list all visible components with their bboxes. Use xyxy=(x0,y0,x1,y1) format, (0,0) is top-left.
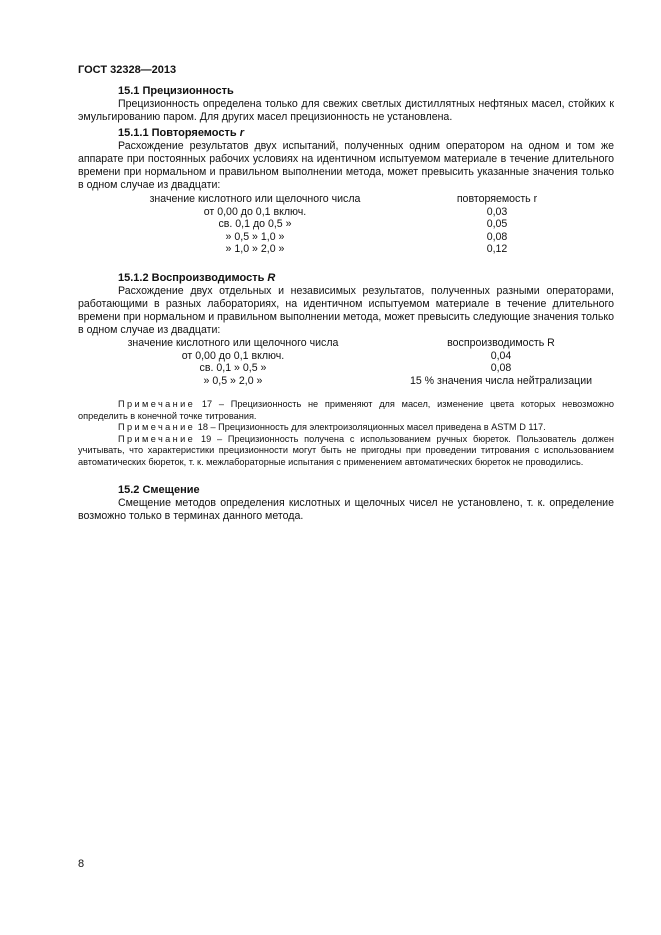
note-text: 17 – Прецизионность не применяют для масел, изменение цвета которых невозможно определить в конечной точке титрования. xyxy=(78,399,614,421)
table-row xyxy=(78,218,562,231)
reproducibility-value-cell: 0,08 xyxy=(490,362,512,375)
section-15-1-1-title xyxy=(78,126,614,140)
table-row xyxy=(78,243,562,256)
note-18 xyxy=(78,422,614,434)
section-15-1-title: 15.1 Прецизионность xyxy=(118,85,234,97)
repeatability-col2-header: повторяемость r xyxy=(456,193,538,205)
repeatability-value-cell: 0,03 xyxy=(486,205,508,218)
section-15-1-text: Прецизионность определена только для свежих светлых дистиллятных нефтяных масел, стойких к эмульгированию паром. Для других масел прецизионность не установлена. xyxy=(78,98,614,123)
note-label: Примечание xyxy=(118,399,196,410)
note-label: Примечание xyxy=(118,422,196,433)
note-17 xyxy=(78,399,614,422)
reproducibility-table xyxy=(78,337,614,387)
table-row xyxy=(78,375,614,388)
document-standard-number: ГОСТ 32328—2013 xyxy=(78,64,177,76)
reproducibility-value-cell: 0,04 xyxy=(490,349,512,362)
reproducibility-table-header xyxy=(78,337,614,350)
table-row xyxy=(78,362,614,375)
reproducibility-range-cell: » 0,5 » 2,0 » xyxy=(203,374,263,387)
repeatability-symbol: r xyxy=(239,127,244,139)
repeatability-value-cell: 0,12 xyxy=(486,243,508,256)
table-row xyxy=(78,231,562,244)
document-body xyxy=(78,84,614,523)
repeatability-range-cell: » 0,5 » 1,0 » xyxy=(225,230,285,243)
table-row xyxy=(78,206,562,219)
reproducibility-value-cell: 15 % значения числа нейтрализации xyxy=(409,374,593,387)
reproducibility-range-cell: св. 0,1 » 0,5 » xyxy=(199,362,267,375)
table-row xyxy=(78,350,614,363)
reproducibility-range-cell: от 0,00 до 0,1 включ. xyxy=(181,349,285,362)
page-number: 8 xyxy=(78,858,85,870)
section-15-2-text: Смещение методов определения кислотных и щелочных чисел не установлено, т. к. определение возможно только в терминах данного метода. xyxy=(78,497,614,523)
repeatability-range-cell: » 1,0 » 2,0 » xyxy=(225,243,285,256)
section-15-1-2-title-text: 15.1.2 Воспроизводимость xyxy=(118,271,265,284)
section-15-1-1-text: Расхождение результатов двух испытаний, полученных одним оператором на одном и том же аппарате при постоянных рабочих условиях на идентичном испытуемом материале в течение длительного времени при нормальном и правильном выполнении метода, может превысить указанные значения только в одном случае из двадцати: xyxy=(78,140,614,191)
notes-block xyxy=(78,399,614,468)
section-15-2-title: 15.2 Смещение xyxy=(118,484,200,497)
reproducibility-col1-header: значение кислотного или щелочного числа xyxy=(127,336,339,349)
repeatability-table-header xyxy=(78,193,562,206)
note-label: Примечание xyxy=(118,433,196,444)
note-19 xyxy=(78,434,614,469)
note-text: 19 – Прецизионность получена с использованием ручных бюреток. Пользователь должен учитывать, что характеристики прецизионности могут быть не пригодны при проведении титрования с использованием автоматических бюреток, т. к. межлабораторные испытания с применением автоматических бюреток не проводились. xyxy=(78,433,614,467)
section-15-1-1-title-text: 15.1.1 Повторяемость xyxy=(118,127,237,139)
repeatability-range-cell: от 0,00 до 0,1 включ. xyxy=(203,205,307,218)
repeatability-col1-header: значение кислотного или щелочного числа xyxy=(149,193,361,205)
section-15-1-2-text: Расхождение двух отдельных и независимых результатов, полученных разными операторами, работающими в разных лабораториях, на идентичном испытуемом материале в течение длительного времени при нормальном и правильном выполнении метода, может превысить следующие значения только в одном случае из двадцати: xyxy=(78,284,614,336)
repeatability-value-cell: 0,08 xyxy=(486,230,508,243)
section-15-1-2-title xyxy=(78,271,614,285)
repeatability-table xyxy=(78,193,562,256)
repeatability-value-cell: 0,05 xyxy=(486,218,508,231)
reproducibility-symbol: R xyxy=(267,271,276,284)
reproducibility-col2-header: воспроизводимость R xyxy=(447,336,555,349)
repeatability-range-cell: св. 0,1 до 0,5 » xyxy=(218,218,292,231)
note-text: 18 – Прецизионность для электроизоляционных масел приведена в ASTM D 117. xyxy=(195,422,546,433)
